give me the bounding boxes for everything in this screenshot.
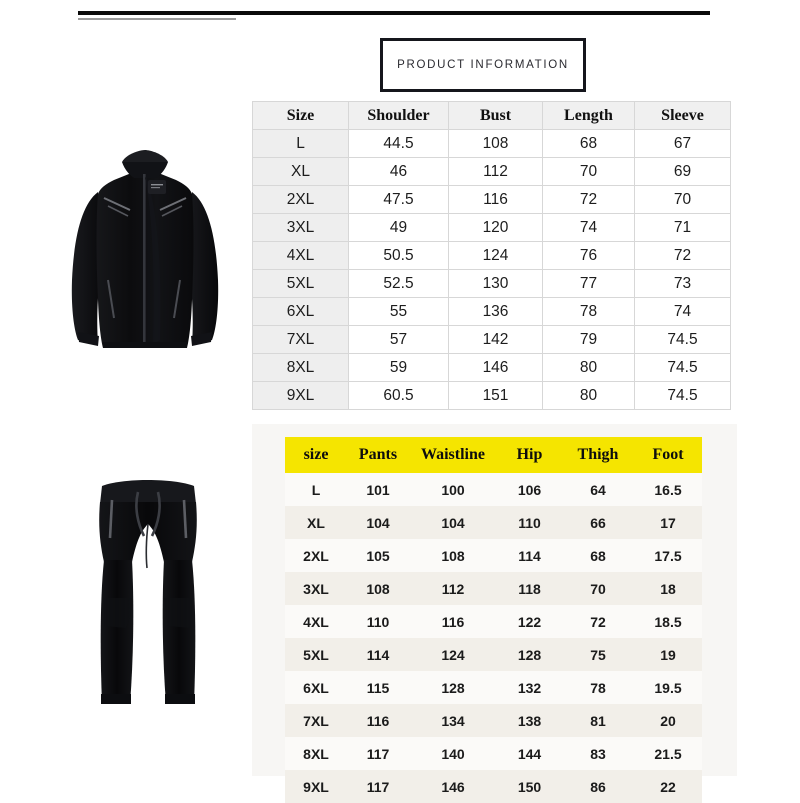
cell-pants: 110	[347, 605, 409, 638]
cell-sleeve: 73	[635, 270, 731, 298]
column-header-length: Length	[543, 102, 635, 130]
cell-foot: 19	[634, 638, 702, 671]
cell-waistline: 112	[409, 572, 497, 605]
header-rule-thin	[78, 18, 236, 20]
table-row	[253, 298, 731, 326]
cell-size: 5XL	[253, 270, 349, 298]
column-header-thigh: Thigh	[562, 437, 634, 473]
cell-pants: 115	[347, 671, 409, 704]
cell-bust: 124	[449, 242, 543, 270]
cell-thigh: 72	[562, 605, 634, 638]
cell-waistline: 146	[409, 770, 497, 803]
column-header-hip: Hip	[497, 437, 562, 473]
cell-size: 7XL	[285, 704, 347, 737]
table-row	[285, 737, 702, 770]
column-header-foot: Foot	[634, 437, 702, 473]
column-header-waistline: Waistline	[409, 437, 497, 473]
cell-sleeve: 71	[635, 214, 731, 242]
cell-foot: 21.5	[634, 737, 702, 770]
cell-foot: 20	[634, 704, 702, 737]
table-row	[285, 671, 702, 704]
pants-size-table	[285, 437, 702, 803]
cell-waistline: 104	[409, 506, 497, 539]
cell-size: 8XL	[285, 737, 347, 770]
page-title: PRODUCT INFORMATION	[397, 59, 569, 71]
cell-size: 9XL	[285, 770, 347, 803]
table-row	[285, 473, 702, 506]
cell-size: 2XL	[253, 186, 349, 214]
table-row	[253, 214, 731, 242]
column-header-size: size	[285, 437, 347, 473]
cell-bust: 136	[449, 298, 543, 326]
cell-sleeve: 69	[635, 158, 731, 186]
cell-waistline: 128	[409, 671, 497, 704]
header-rule-thick	[78, 11, 710, 15]
cell-size: L	[253, 130, 349, 158]
cell-foot: 16.5	[634, 473, 702, 506]
cell-pants: 104	[347, 506, 409, 539]
cell-thigh: 75	[562, 638, 634, 671]
product-information-title-box	[380, 38, 586, 92]
table-row	[285, 572, 702, 605]
cell-bust: 151	[449, 382, 543, 410]
cell-thigh: 81	[562, 704, 634, 737]
jacket-size-table	[252, 101, 731, 410]
cell-length: 74	[543, 214, 635, 242]
table-header-row	[253, 102, 731, 130]
column-header-sleeve: Sleeve	[635, 102, 731, 130]
cell-shoulder: 59	[349, 354, 449, 382]
table-row	[253, 326, 731, 354]
cell-pants: 117	[347, 737, 409, 770]
cell-thigh: 83	[562, 737, 634, 770]
cell-hip: 122	[497, 605, 562, 638]
pants-product-image	[68, 470, 228, 720]
cell-shoulder: 57	[349, 326, 449, 354]
cell-shoulder: 52.5	[349, 270, 449, 298]
cell-hip: 150	[497, 770, 562, 803]
cell-shoulder: 44.5	[349, 130, 449, 158]
cell-size: 6XL	[253, 298, 349, 326]
cell-bust: 112	[449, 158, 543, 186]
cell-foot: 17.5	[634, 539, 702, 572]
cell-hip: 114	[497, 539, 562, 572]
cell-thigh: 68	[562, 539, 634, 572]
cell-foot: 18.5	[634, 605, 702, 638]
cell-thigh: 78	[562, 671, 634, 704]
cell-shoulder: 47.5	[349, 186, 449, 214]
cell-hip: 128	[497, 638, 562, 671]
cell-pants: 105	[347, 539, 409, 572]
cell-sleeve: 74	[635, 298, 731, 326]
table-row	[285, 770, 702, 803]
cell-size: 4XL	[285, 605, 347, 638]
cell-bust: 120	[449, 214, 543, 242]
cell-size: XL	[285, 506, 347, 539]
cell-shoulder: 60.5	[349, 382, 449, 410]
cell-length: 77	[543, 270, 635, 298]
cell-bust: 130	[449, 270, 543, 298]
table-row	[285, 539, 702, 572]
cell-sleeve: 70	[635, 186, 731, 214]
cell-pants: 116	[347, 704, 409, 737]
cell-shoulder: 49	[349, 214, 449, 242]
cell-length: 70	[543, 158, 635, 186]
cell-shoulder: 46	[349, 158, 449, 186]
cell-length: 80	[543, 382, 635, 410]
cell-sleeve: 74.5	[635, 354, 731, 382]
cell-length: 72	[543, 186, 635, 214]
cell-size: XL	[253, 158, 349, 186]
cell-sleeve: 67	[635, 130, 731, 158]
column-header-size: Size	[253, 102, 349, 130]
cell-foot: 19.5	[634, 671, 702, 704]
cell-foot: 18	[634, 572, 702, 605]
cell-thigh: 64	[562, 473, 634, 506]
cell-size: 2XL	[285, 539, 347, 572]
cell-size: 6XL	[285, 671, 347, 704]
cell-length: 78	[543, 298, 635, 326]
cell-pants: 114	[347, 638, 409, 671]
table-row	[253, 382, 731, 410]
cell-length: 80	[543, 354, 635, 382]
cell-sleeve: 74.5	[635, 382, 731, 410]
column-header-bust: Bust	[449, 102, 543, 130]
cell-size: 3XL	[253, 214, 349, 242]
table-row	[253, 158, 731, 186]
cell-waistline: 116	[409, 605, 497, 638]
table-row	[253, 354, 731, 382]
cell-hip: 110	[497, 506, 562, 539]
cell-size: L	[285, 473, 347, 506]
table-row	[285, 506, 702, 539]
table-row	[285, 704, 702, 737]
table-row	[253, 186, 731, 214]
table-row	[285, 605, 702, 638]
table-row	[253, 270, 731, 298]
cell-waistline: 140	[409, 737, 497, 770]
cell-bust: 108	[449, 130, 543, 158]
cell-size: 3XL	[285, 572, 347, 605]
cell-waistline: 134	[409, 704, 497, 737]
cell-hip: 106	[497, 473, 562, 506]
cell-bust: 146	[449, 354, 543, 382]
cell-sleeve: 74.5	[635, 326, 731, 354]
cell-hip: 118	[497, 572, 562, 605]
cell-pants: 101	[347, 473, 409, 506]
cell-size: 4XL	[253, 242, 349, 270]
cell-size: 7XL	[253, 326, 349, 354]
cell-length: 76	[543, 242, 635, 270]
cell-thigh: 70	[562, 572, 634, 605]
cell-sleeve: 72	[635, 242, 731, 270]
cell-size: 5XL	[285, 638, 347, 671]
cell-pants: 108	[347, 572, 409, 605]
table-row	[253, 242, 731, 270]
column-header-shoulder: Shoulder	[349, 102, 449, 130]
cell-waistline: 100	[409, 473, 497, 506]
cell-shoulder: 50.5	[349, 242, 449, 270]
cell-shoulder: 55	[349, 298, 449, 326]
cell-waistline: 108	[409, 539, 497, 572]
cell-pants: 117	[347, 770, 409, 803]
cell-length: 79	[543, 326, 635, 354]
column-header-pants: Pants	[347, 437, 409, 473]
cell-bust: 142	[449, 326, 543, 354]
cell-bust: 116	[449, 186, 543, 214]
table-header-row	[285, 437, 702, 473]
cell-waistline: 124	[409, 638, 497, 671]
table-row	[253, 130, 731, 158]
cell-thigh: 86	[562, 770, 634, 803]
cell-hip: 132	[497, 671, 562, 704]
cell-thigh: 66	[562, 506, 634, 539]
cell-foot: 22	[634, 770, 702, 803]
cell-size: 8XL	[253, 354, 349, 382]
cell-length: 68	[543, 130, 635, 158]
cell-hip: 144	[497, 737, 562, 770]
cell-hip: 138	[497, 704, 562, 737]
cell-foot: 17	[634, 506, 702, 539]
jacket-product-image	[52, 140, 238, 380]
table-row	[285, 638, 702, 671]
cell-size: 9XL	[253, 382, 349, 410]
